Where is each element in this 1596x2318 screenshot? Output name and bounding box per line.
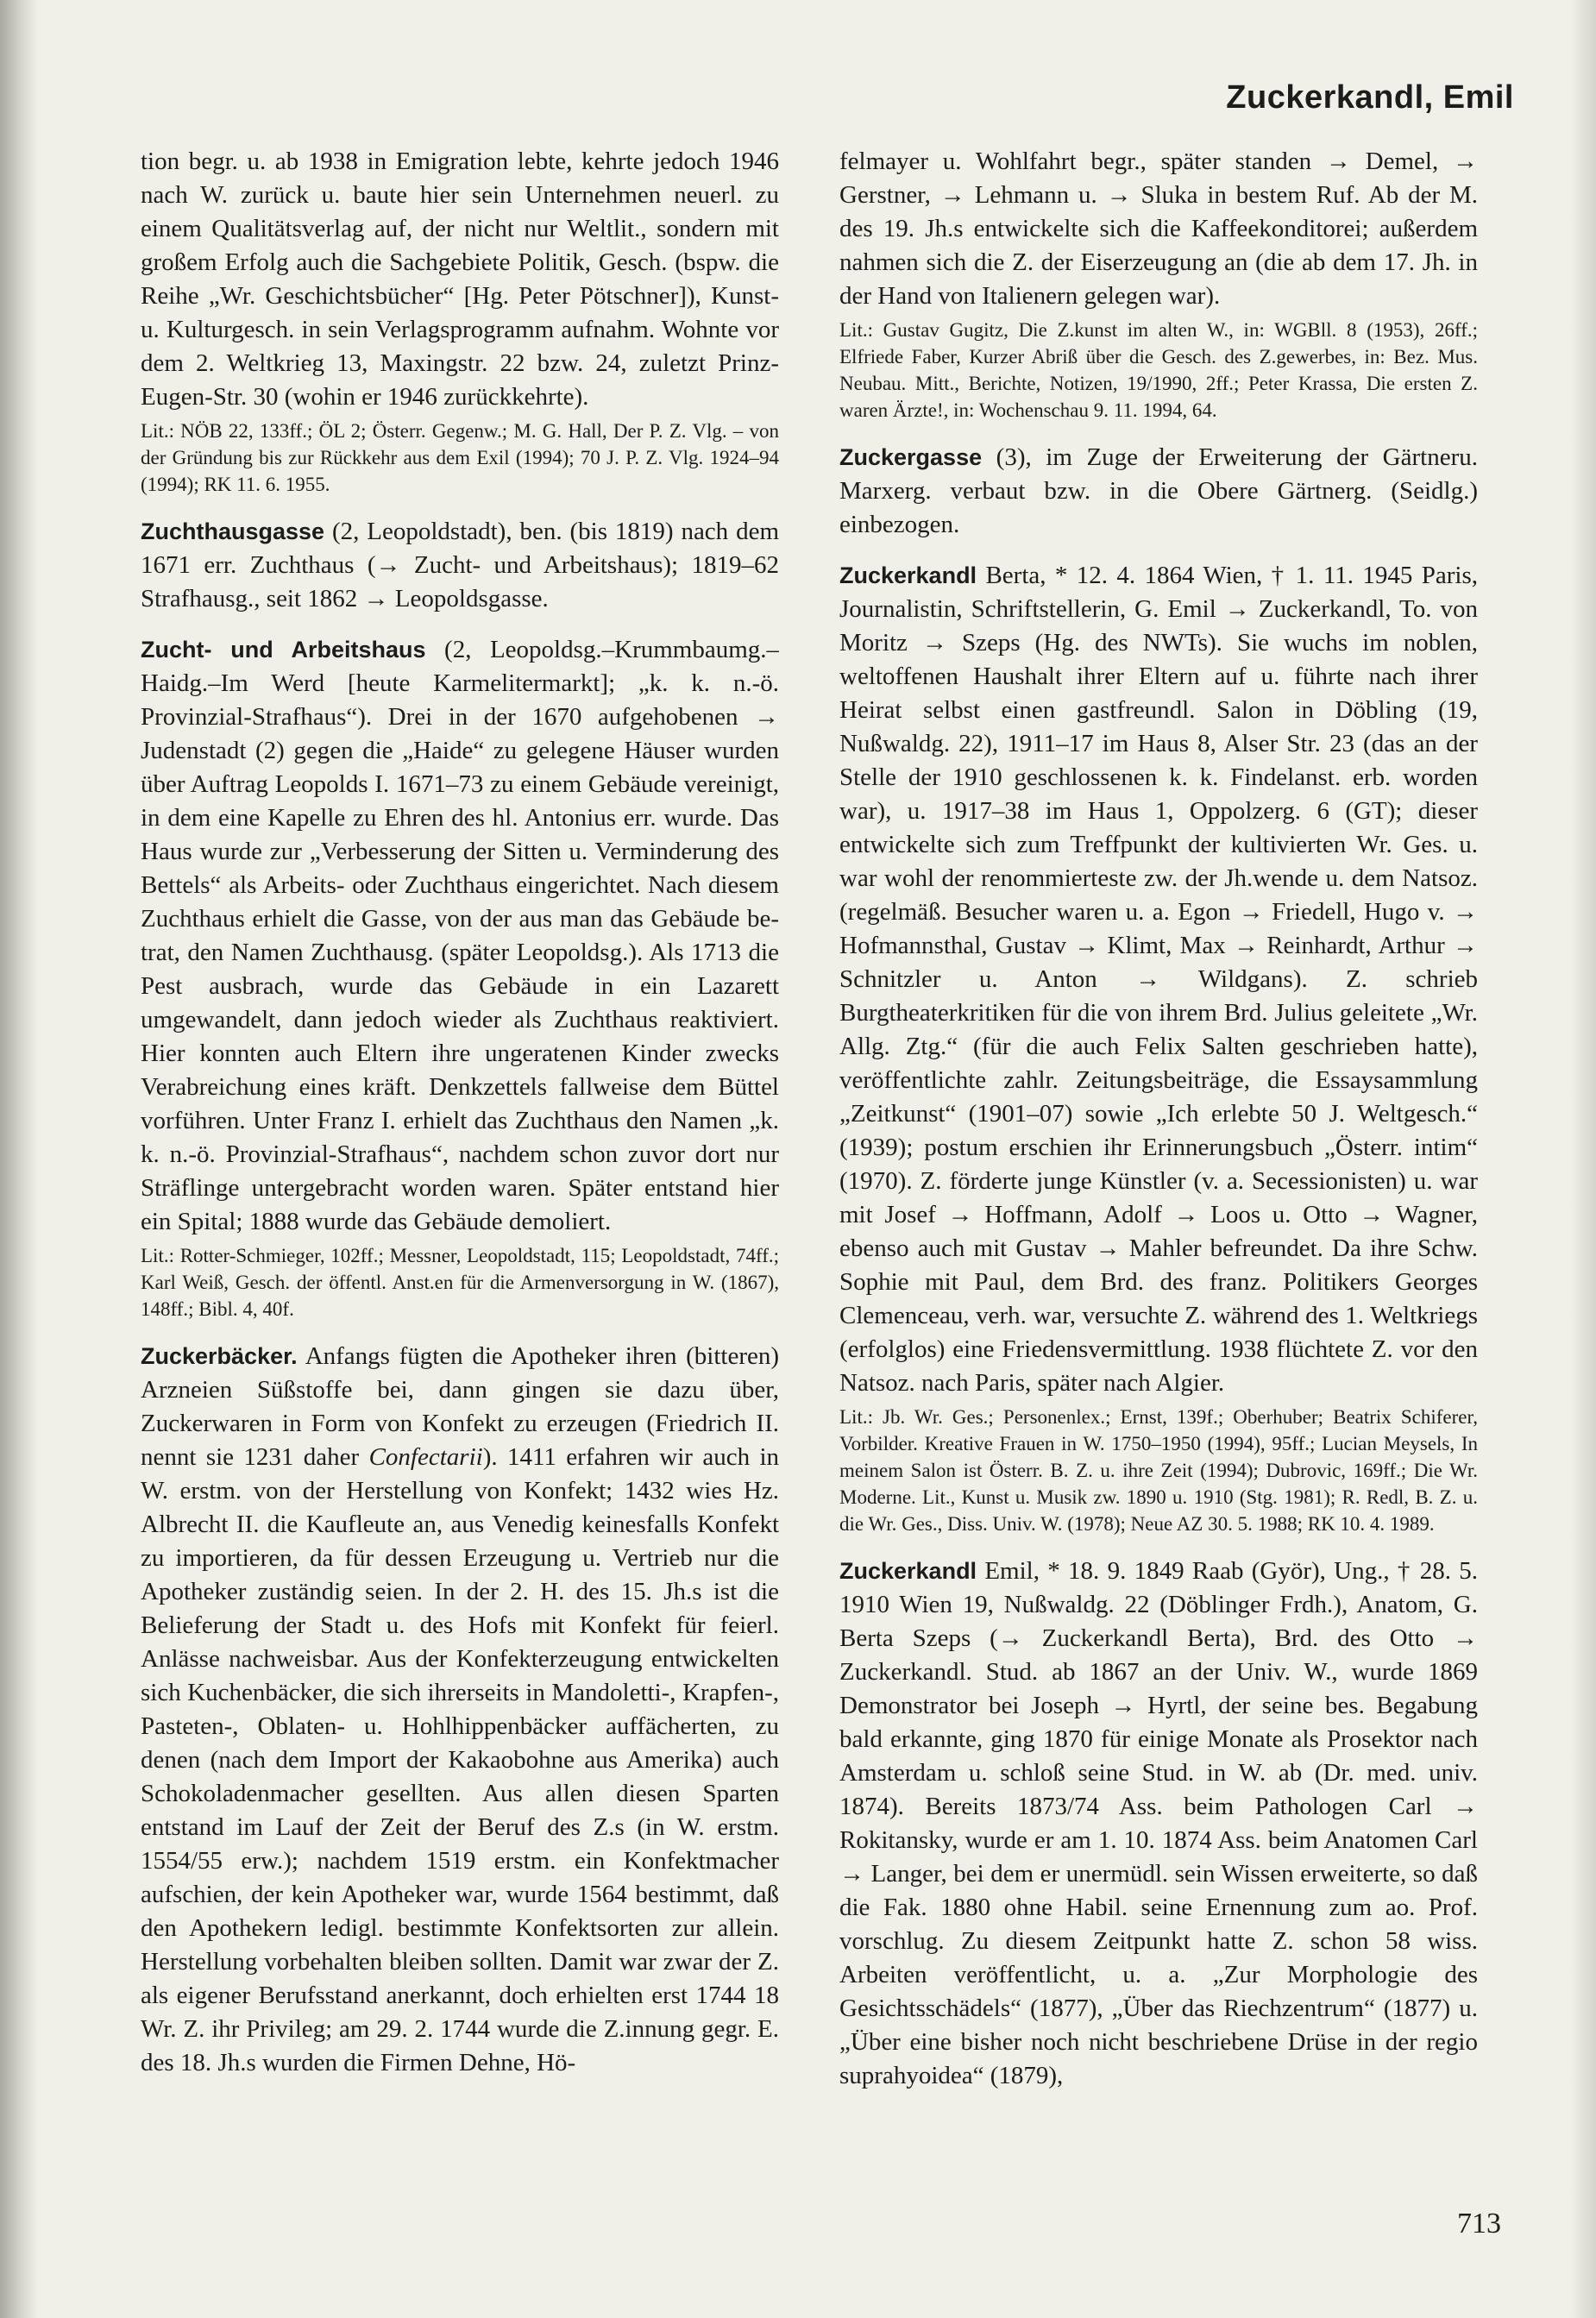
headword-zuckerbaecker: Zuckerbäcker. [141,1343,298,1369]
entry-zuckerkandl-berta [839,559,1478,1400]
entry-zuckergasse [839,441,1478,542]
entry-text-zuckerbaecker-italic: Confectarii [368,1443,483,1471]
headword-zuckerkandl-emil: Zuckerkandl [839,1558,977,1584]
page-number: 713 [1457,2208,1501,2239]
headword-zucht-arbeitshaus: Zucht- und Arbeitshaus [141,637,426,663]
headword-zuchthausgasse: Zuchthausgasse [141,518,325,544]
entry-text-zuckerkandl-berta: Berta, * 12. 4. 1864 Wien, † 1. 11. 1945 Paris, Journalistin, Schriftstellerin, G. Emil → Zuckerkandl, To. von Moritz → Szeps (Hg. des NWTs). Sie wuchs im noblen, weltoffenen Haushalt ihrer Eltern auf u. führte nach ihrer Heirat selbst einen gastfreundl. Salon in Döbling (19, Nußwaldg. 22), 1911–17 im Haus 8, Alser Str. 23 (das an der Stelle der 1910 geschlossenen k. k. Findelanst. erb. worden war), u. 1917–38 im Haus 1, Oppolzerg. 6 (GT); dieser entwickelte sich zum Treffpunkt der kultivierten Wr. Ges. u. war wohl der renommierteste zw. der Jh.wende u. dem Natsoz. (regelmäß. Besucher waren u. a. Egon → Friedell, Hugo v. → Hofmannsthal, Gustav → Klimt, Max → Reinhardt, Arthur → Schnitzler u. Anton → Wildgans). Z. schrieb Burgtheaterkritiken für die von ihrem Brd. Julius geleitete „Wr. Allg. Ztg.“ (für die auch Felix Salten geschrieben hatte), veröffentlichte zahlr. Zeitungsbeiträge, die Essaysammlung „Zeitkunst“ (1901–07) sowie „Ich erlebte 50 J. Weltgesch.“ (1939); postum erschien ihr Erinnerungsbuch „Österr. intim“ (1970). Z. förderte junge Künstler (v. a. Secessionisten) u. war mit Josef → Hoffmann, Adolf → Loos u. Otto → Wagner, ebenso auch mit Gustav → Mahler befreundet. Da ihre Schw. Sophie mit Paul, dem Brd. des franz. Politikers Georges Clemenceau, verh. war, versuchte Z. während des 1. Weltkriegs (erfolglos) eine Friedensvermittlung. 1938 flüchtete Z. vor den Natsoz. nach Paris, später nach Algier. [839,562,1478,1397]
entry-text-zuckerkandl-emil: Emil, * 18. 9. 1849 Raab (Györ), Ung., † 28. 5. 1910 Wien 19, Nußwaldg. 22 (Döblinger Frdh.), Anatom, G. Berta Szeps (→ Zuckerkandl Berta), Brd. des Otto → Zuckerkandl. Stud. ab 1867 an der Univ. W., wurde 1869 Demonstrator bei Joseph → Hyrtl, der seine bes. Begabung bald erkannte, ging 1870 für einige Monate als Prosektor nach Amsterdam u. schloß seine Stud. in W. ab (Dr. med. univ. 1874). Bereits 1873/74 Ass. beim Pathologen Carl → Rokitansky, wurde er am 1. 10. 1874 Ass. beim Anatomen Carl → Langer, bei dem er unermüdl. sein Wissen erweiterte, so daß die Fak. 1880 ohne Habil. seine Ernennung zum ao. Prof. vorschlug. Zu diesem Zeitpunkt hatte Z. schon 58 wiss. Arbeiten veröffentlicht, u. a. „Zur Morphologie des Gesichtsschädels“ (1877), „Über das Riechzentrum“ (1877) u. „Über eine bisher noch nicht beschriebene Drüse in der regio suprahyoidea“ (1879), [839,1557,1478,2089]
entry-text-zuckergasse: (3), im Zuge der Erweiterung der Gärtneru. Marxerg. verbaut bzw. in die Obere Gärtnerg. (Seidlg.) einbezogen. [839,443,1478,538]
entry-text-zuchthausgasse: (2, Leopoldstadt), ben. (bis 1819) nach dem 1671 err. Zuchthaus (→ Zucht- und Arbeitshaus); 1819–62 Strafhausg., seit 1862 → Leopoldsgasse. [141,518,779,612]
entry-zuchthausgasse [141,515,779,616]
headword-zuckerkandl-berta: Zuckerkandl [839,562,977,588]
entry-text-zucht-arbeitshaus: (2, Leopoldsg.–Krummbaumg.–Haidg.–Im Werd [heute Karmelitermarkt]; „k. k. n.-ö. Provinzial-Strafhaus“). Drei in der 1670 aufgehobenen → Judenstadt (2) gegen die „Haide“ zu gelegene Häuser wurden über Auftrag Leopolds I. 1671–73 zu einem Gebäude vereinigt, in dem eine Kapelle zu Ehren des hl. Antonius err. wurde. Das Haus wurde zur „Verbesserung der Sitten u. Verminderung des Bettels“ als Arbeits- oder Zuchthaus eingerichtet. Nach diesem Zuchthaus erhielt die Gasse, von der aus man das Gebäude betrat, den Namen Zuchthausg. (später Leopoldsg.). Als 1713 die Pest ausbrach, wurde das Gebäude in ein Lazarett umgewandelt, dann jedoch wieder als Zuchthaus reaktiviert. Hier konnten auch Eltern ihre ungeratenen Kinder zwecks Verabreichung eines kräft. Denkzettels fallweise dem Büttel vorführen. Unter Franz I. erhielt das Zuchthaus den Namen „k. k. n.-ö. Provinzial-Strafhaus“, nachdem schon zuvor dort nur Sträflinge untergebracht worden waren. Später entstand hier ein Spital; 1888 wurde das Gebäude demoliert. [141,636,779,1235]
entry-zucht-arbeitshaus [141,633,779,1239]
literature-zuckerkandl-berta: Lit.: Jb. Wr. Ges.; Personenlex.; Ernst, 139f.; Oberhuber; Beatrix Schiferer, Vorbilder. Kreative Frauen in W. 1750–1950 (1994), 95ff.; Lucian Meysels, In meinem Salon ist Österr. B. Z. u. ihre Zeit (1994); Dubrovic, 169ff.; Die Wr. Moderne. Lit., Kunst u. Musik zw. 1890 u. 1910 (Stg. 1981); R. Redl, B. Z. u. die Wr. Ges., Diss. Univ. W. (1978); Neue AZ 30. 5. 1988; RK 10. 4. 1989. [839,1406,1478,1535]
entry-zuckerbaecker [141,1340,779,2080]
literature-zucht-arbeitshaus: Lit.: Rotter-Schmieger, 102ff.; Messner, Leopoldstadt, 115; Leopoldstadt, 74ff.; Karl Weiß, Gesch. der öffentl. Anst.en für die Armenversorgung in W. (1867), 148ff.; Bibl. 4, 40f. [141,1245,779,1320]
page-binding-shadow [0,0,38,2318]
left-column [141,145,779,2181]
continuation-text: tion begr. u. ab 1938 in Emigration lebte, kehrte jedoch 1946 nach W. zurück u. baute hier sein Unternehmen neuerl. zu einem Qualitätsverlag auf, der nicht nur Weltlit., sondern mit großem Erfolg auch die Sachgebiete Politik, Gesch. (bspw. die Reihe „Wr. Geschichtsbücher“ [Hg. Peter Pötschner]), Kunst- u. Kulturgesch. in sein Verlagsprogramm aufnahm. Wohnte vor dem 2. Weltkrieg 13, Maxingstr. 22 bzw. 24, zuletzt Prinz-Eugen-Str. 30 (wohin er 1946 zurückkehrte). [141,148,779,411]
continuation-literature-right: Lit.: Gustav Gugitz, Die Z.kunst im alten W., in: WGBll. 8 (1953), 26ff.; Elfriede Faber, Kurzer Abriß über die Gesch. des Z.gewerbes, in: Bez. Mus. Neubau. Mitt., Berichte, Notizen, 19/1990, 2ff.; Peter Krassa, Die ersten Z. waren Ärzte!, in: Wochenschau 9. 11. 1994, 64. [839,319,1478,421]
entry-zuckerkandl-emil [839,1555,1478,2093]
continuation-literature: Lit.: NÖB 22, 133ff.; ÖL 2; Österr. Gegenw.; M. G. Hall, Der P. Z. Vlg. – von der Gründung bis zur Rückkehr aus dem Exil (1994); 70 J. P. Z. Vlg. 1924–94 (1994); RK 11. 6. 1955. [141,420,779,495]
entry-text-zuckerbaecker-part1: Anfangs fügten die Apotheker ihren (bitteren) Arzneien Süßstoffe bei, dann gingen sie dazu über, Zuckerwaren in Form von Konfekt zu erzeugen (Friedrich II. nennt sie 1231 daher [141,1342,779,1471]
page-edge-right [1570,0,1596,2318]
entry-text-zuckerbaecker-part2: ). 1411 erfahren wir auch in W. erstm. von der Herstellung von Konfekt; 1432 wies Hz. Albrecht II. die Kaufleute an, aus Venedig keinesfalls Konfekt zu importieren, da für dessen Erzeugung u. Vertrieb nur die Apotheker zuständig seien. In der 2. H. des 15. Jh.s ist die Belieferung der Stadt u. des Hofs mit Konfekt für feierl. Anlässe nachweisbar. Aus der Konfekterzeugung entwickelten sich Kuchenbäcker, die sich ihrerseits in Mandoletti-, Krapfen-, Pasteten-, Oblaten- u. Hohlhippenbäcker auffächerten, zu denen (nach dem Import der Kakaobohne aus Amerika) auch Schokoladenmacher gesellten. Aus allen diesen Sparten entstand im Lauf der Zeit der Beruf des Z.s (in W. erstm. 1554/55 erw.); nachdem 1519 erstm. ein Konfektmacher aufschien, der kein Apotheker war, wurde 1564 bestimmt, daß den Apothekern ledigl. bestimmte Konfektsorten zur allein. Herstellung vorbehalten bleiben sollten. Damit war zwar der Z. als eigener Berufsstand anerkannt, doch erhielten erst 1744 18 Wr. Z. ihr Privileg; am 29. 2. 1744 wurde die Z.innung gegr. E. des 18. Jh.s wurden die Firmen Dehne, Hö- [141,1443,779,2076]
headword-zuckergasse: Zuckergasse [839,444,983,470]
continuation-text-right: felmayer u. Wohlfahrt begr., später standen → Demel, → Gerstner, → Lehmann u. → Sluka in bestem Ruf. Ab der M. des 19. Jh.s entwickelte sich die Kaffeekonditorei; außerdem nahmen sich die Z. der Eiserzeugung an (die ab dem 17. Jh. in der Hand von Italienern gelegen war). [839,148,1478,310]
right-column [839,145,1478,2181]
running-head: Zuckerkandl, Emil [1226,79,1514,116]
